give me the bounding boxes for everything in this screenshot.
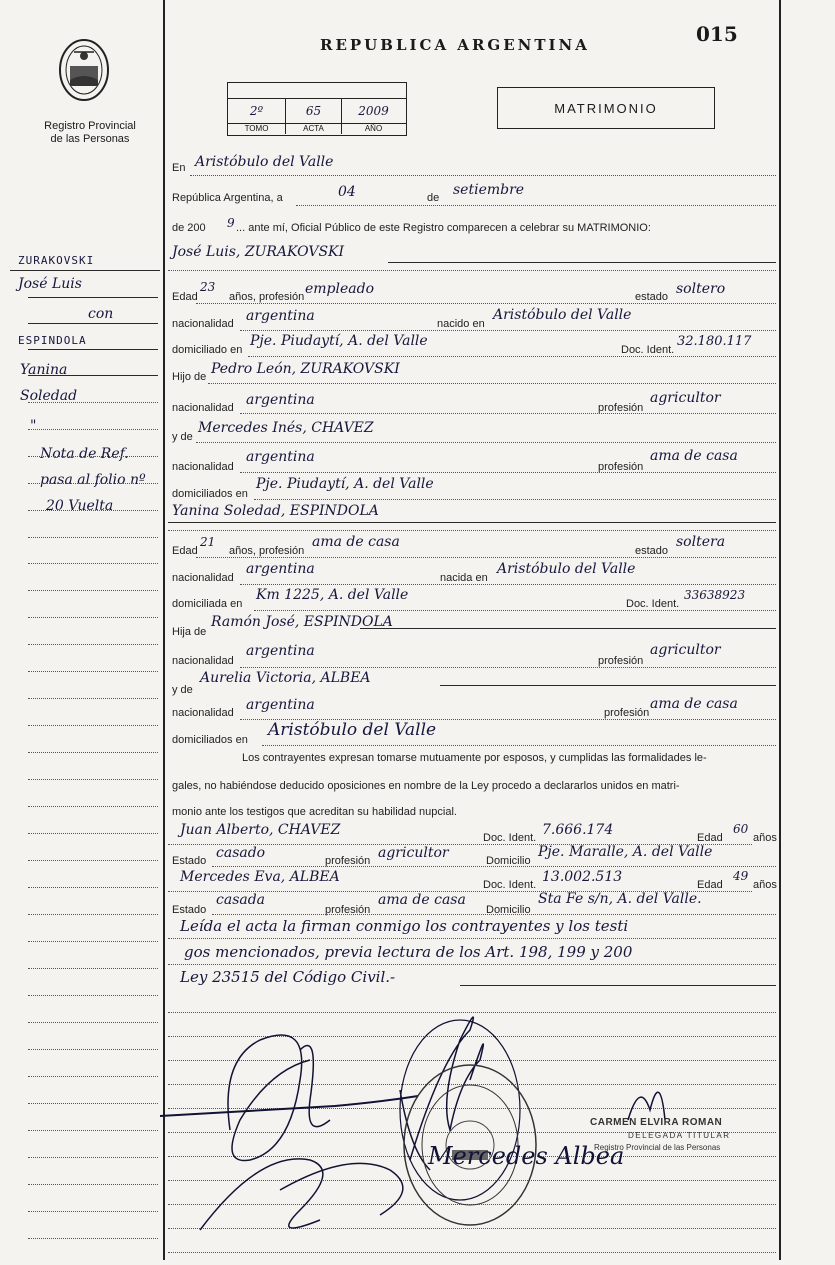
left-rule: [28, 833, 158, 834]
right-margin-rule: [779, 0, 781, 1260]
left-rule: [28, 510, 158, 511]
bride-mother-nationality: argentina: [246, 697, 315, 713]
line-groom-father-nat: [240, 413, 776, 414]
left-rule: [10, 270, 160, 271]
groom-parents-address: Pje. Piudaytí, A. del Valle: [256, 476, 434, 492]
groom-father-nat-label: nacionalidad: [172, 402, 234, 414]
witness2-domicilio-label: Domicilio: [486, 904, 531, 916]
bride-nacionalidad-label: nacionalidad: [172, 572, 234, 584]
left-rule: [28, 1076, 158, 1077]
bride-birthplace: Aristóbulo del Valle: [497, 561, 636, 577]
witness1-name: Juan Alberto, CHAVEZ: [180, 822, 341, 838]
de-label: de: [427, 192, 440, 204]
day: 04: [338, 184, 356, 200]
witness1-status: casado: [216, 845, 266, 861]
bride-father-prof-label: profesión: [598, 655, 644, 667]
left-rule: [28, 1157, 158, 1158]
groom-y-de-label: y de: [172, 431, 193, 443]
witness1-profession: agricultor: [378, 845, 449, 861]
left-rule: [28, 297, 158, 298]
groom-father: Pedro León, ZURAKOVSKI: [211, 361, 400, 377]
line-groom-father: [208, 383, 776, 384]
bride-father-nationality: argentina: [246, 643, 315, 659]
left-bride-name-1: Yanina: [20, 362, 68, 378]
provincial-seal-icon: [52, 38, 116, 102]
groom-mother-nat-label: nacionalidad: [172, 461, 234, 473]
bride-doc-label: Doc. Ident.: [626, 598, 680, 610]
witness2-name: Mercedes Eva, ALBEA: [180, 869, 340, 885]
witness2-status: casada: [216, 892, 266, 908]
left-rule: [28, 941, 158, 942]
bride-nacida-label: nacida en: [440, 572, 488, 584]
groom-father-profession: agricultor: [650, 390, 721, 406]
tomo-value: 2º: [249, 104, 264, 118]
left-rule: [28, 671, 158, 672]
line-bride-name-2: [168, 530, 776, 531]
bride-mother-nat-label: nacionalidad: [172, 707, 234, 719]
left-rule: [28, 429, 158, 430]
acta-value: 65: [305, 104, 322, 118]
left-bride-name-2: Soledad: [20, 388, 78, 404]
declaration-line-2: gales, no habiéndose deducido oposiciones en nombre de la Ley procedo a declararlos unidos en matri-: [172, 780, 680, 792]
left-rule: [28, 1022, 158, 1023]
left-rule: [28, 968, 158, 969]
left-rule: [28, 1130, 158, 1131]
groom-domiciliado-label: domiciliado en: [172, 344, 243, 356]
bride-nationality: argentina: [246, 561, 315, 577]
groom-nacionalidad-label: nacionalidad: [172, 318, 234, 330]
closing-line-3: Ley 23515 del Código Civil.-: [180, 968, 396, 986]
acta-label: ACTA: [303, 124, 324, 133]
bride-parents-address: Aristóbulo del Valle: [268, 720, 437, 740]
line-bride-dom: [254, 610, 776, 611]
left-rule: [28, 537, 158, 538]
bride-civil-status: soltera: [676, 534, 726, 550]
line-en: [190, 175, 776, 176]
left-note-line-2: pasa al folio nº: [40, 472, 146, 488]
witness1-doc: 7.666.174: [542, 822, 614, 838]
witness1-doc-label: Doc. Ident.: [483, 832, 537, 844]
groom-edad-label: Edad: [172, 291, 198, 303]
groom-doc-label: Doc. Ident.: [621, 344, 675, 356]
republica-label: República Argentina, a: [172, 192, 283, 204]
line-groom-dom: [248, 356, 776, 357]
left-rule: [28, 887, 158, 888]
left-groom-surname: ZURAKOVSKI: [18, 254, 95, 267]
groom-mother-profession: ama de casa: [650, 448, 738, 464]
line-bride-parents: [262, 745, 776, 746]
left-rule: [28, 752, 158, 753]
official-office: Registro Provincial de las Personas: [594, 1143, 721, 1152]
bride-edad-label: Edad: [172, 545, 198, 557]
witness2-address: Sta Fe s/n, A. del Valle.: [538, 891, 702, 907]
page-number: 015: [696, 22, 738, 46]
groom-age: 23: [200, 280, 216, 294]
declaration-line-3: monio ante los testigos que acreditan su habilidad nupcial.: [172, 806, 457, 818]
line-groom-parents: [254, 499, 776, 500]
record-box-top-divider: [227, 98, 406, 99]
bride-father: Ramón José, ESPINDOLA: [211, 614, 393, 630]
closing-line-3-rule: [460, 985, 776, 986]
left-rule: [28, 806, 158, 807]
witness2-profesion-label: profesión: [325, 904, 371, 916]
bride-profesion-label: años, profesión: [229, 545, 305, 557]
left-rule: [28, 725, 158, 726]
groom-mother-prof-label: profesión: [598, 461, 644, 473]
line-bride-edad: [196, 557, 776, 558]
left-rule: [28, 1103, 158, 1104]
left-rule: [28, 483, 158, 484]
line-bride-nac: [240, 584, 776, 585]
bride-doc: 33638923: [684, 588, 746, 602]
witness1-estado-label: Estado: [172, 855, 207, 867]
registry-line-1: Registro Provincial: [44, 120, 136, 132]
bride-full-name: Yanina Soledad, ESPINDOLA: [172, 503, 379, 519]
left-rule: [28, 644, 158, 645]
bride-father-nat-label: nacionalidad: [172, 655, 234, 667]
bride-domiciliada-label: domiciliada en: [172, 598, 243, 610]
left-rule: [28, 914, 158, 915]
month: setiembre: [453, 182, 525, 198]
line-groom-name-2: [168, 270, 776, 271]
left-bride-surname: ESPINDOLA: [18, 334, 87, 347]
left-rule: [28, 1184, 158, 1185]
intro-text: ... ante mí, Oficial Público de este Registro comparecen a celebrar su MATRIMONIO:: [236, 222, 651, 234]
left-conjunction: con: [88, 306, 114, 322]
left-note-line-3: 20 Vuelta: [46, 498, 114, 514]
groom-mother-nationality: argentina: [246, 449, 315, 465]
witness2-doc-label: Doc. Ident.: [483, 879, 537, 891]
left-rule: [28, 323, 158, 324]
bride-profession: ama de casa: [312, 534, 400, 550]
groom-estado-label: estado: [635, 291, 669, 303]
witness2-estado-label: Estado: [172, 904, 207, 916]
left-rule: [28, 779, 158, 780]
bride-mother-line: [440, 685, 776, 686]
groom-address: Pje. Piudaytí, A. del Valle: [250, 333, 428, 349]
left-rule: [28, 995, 158, 996]
declaration-line-1: Los contrayentes expresan tomarse mutuamente por esposos, y cumplidas las formalidades le-: [242, 752, 707, 764]
witness1-domicilio-label: Domicilio: [486, 855, 531, 867]
left-rule: [28, 402, 158, 403]
bride-father-profession: agricultor: [650, 642, 721, 658]
left-rule: [28, 1238, 158, 1239]
bride-parents-dom-label: domiciliados en: [172, 734, 248, 746]
left-rule: [28, 590, 158, 591]
line-groom-mother: [196, 442, 776, 443]
groom-father-nationality: argentina: [246, 392, 315, 408]
groom-profesion-label: años, profesión: [229, 291, 305, 303]
ano-value: 2009: [358, 104, 389, 118]
groom-father-prof-label: profesión: [598, 402, 644, 414]
official-title: DELEGADA TITULAR: [628, 1131, 731, 1140]
groom-name-line: [388, 262, 776, 263]
line-date: [296, 205, 776, 206]
line-groom-nac: [240, 330, 776, 331]
left-quote-mark: ": [30, 418, 37, 434]
bride-y-de-label: y de: [172, 684, 193, 696]
place: Aristóbulo del Valle: [195, 154, 334, 170]
witness2-doc: 13.002.513: [542, 869, 623, 885]
year-suffix: 9: [227, 216, 235, 230]
year-prefix: de 200: [172, 222, 206, 234]
groom-civil-status: soltero: [676, 281, 726, 297]
line-witness2-estado: [212, 914, 776, 915]
groom-full-name: José Luis, ZURAKOVSKI: [172, 244, 345, 260]
witness-signature-albea: Mercedes Albea: [428, 1142, 625, 1170]
groom-parents-dom-label: domiciliados en: [172, 488, 248, 500]
witness1-edad-label: Edad: [697, 832, 723, 844]
bride-mother: Aurelia Victoria, ALBEA: [200, 670, 371, 686]
bride-mother-prof-label: profesión: [604, 707, 650, 719]
witness1-profesion-label: profesión: [325, 855, 371, 867]
left-rule: [28, 1211, 158, 1212]
closing-line-1: Leída el acta la firman conmigo los contrayentes y los testi: [180, 917, 629, 935]
left-rule: [28, 563, 158, 564]
groom-birthplace: Aristóbulo del Valle: [493, 307, 632, 323]
line-witness1-estado: [212, 866, 776, 867]
witness2-anos-label: años: [753, 879, 777, 891]
left-rule: [28, 375, 158, 376]
line-groom-edad: [196, 303, 776, 304]
left-rule: [28, 1049, 158, 1050]
bride-name-line: [168, 522, 776, 523]
registry-line-2: de las Personas: [50, 133, 130, 145]
witness2-profession: ama de casa: [378, 892, 466, 908]
line-closing-1: [168, 938, 776, 939]
groom-nacido-label: nacido en: [437, 318, 485, 330]
left-rule: [28, 860, 158, 861]
document-type-box: MATRIMONIO: [497, 87, 715, 129]
groom-hijo-label: Hijo de: [172, 371, 207, 383]
left-rule: [28, 349, 158, 350]
left-rule: [28, 698, 158, 699]
tomo-label: TOMO: [244, 124, 269, 133]
bride-address: Km 1225, A. del Valle: [256, 587, 409, 603]
bride-estado-label: estado: [635, 545, 669, 557]
left-rule: [28, 617, 158, 618]
line-bride-father-nat: [240, 667, 776, 668]
groom-profession: empleado: [305, 281, 375, 297]
bride-age: 21: [200, 535, 216, 549]
left-rule: [28, 456, 158, 457]
bride-father-line: [360, 628, 776, 629]
bride-hija-label: Hija de: [172, 626, 207, 638]
groom-nationality: argentina: [246, 308, 315, 324]
groom-mother: Mercedes Inés, CHAVEZ: [198, 420, 374, 436]
country-heading: REPUBLICA ARGENTINA: [320, 36, 590, 54]
closing-line-2: gos mencionados, previa lectura de los Art. 198, 199 y 200: [184, 943, 633, 961]
bride-mother-profession: ama de casa: [650, 696, 738, 712]
registry-name: [20, 120, 160, 146]
en-label: En: [172, 162, 186, 174]
left-groom-names: José Luis: [18, 276, 82, 292]
groom-doc: 32.180.117: [677, 334, 752, 349]
line-closing-2: [168, 964, 776, 965]
witness2-age: 49: [733, 869, 749, 883]
witness1-anos-label: años: [753, 832, 777, 844]
witness1-age: 60: [733, 822, 749, 836]
line-groom-mother-nat: [240, 472, 776, 473]
witness1-address: Pje. Maralle, A. del Valle: [538, 844, 713, 860]
ano-label: AÑO: [364, 124, 383, 133]
left-note-line-1: Nota de Ref.: [40, 446, 129, 462]
witness2-edad-label: Edad: [697, 879, 723, 891]
official-name: CARMEN ELVIRA ROMAN: [590, 1117, 723, 1128]
